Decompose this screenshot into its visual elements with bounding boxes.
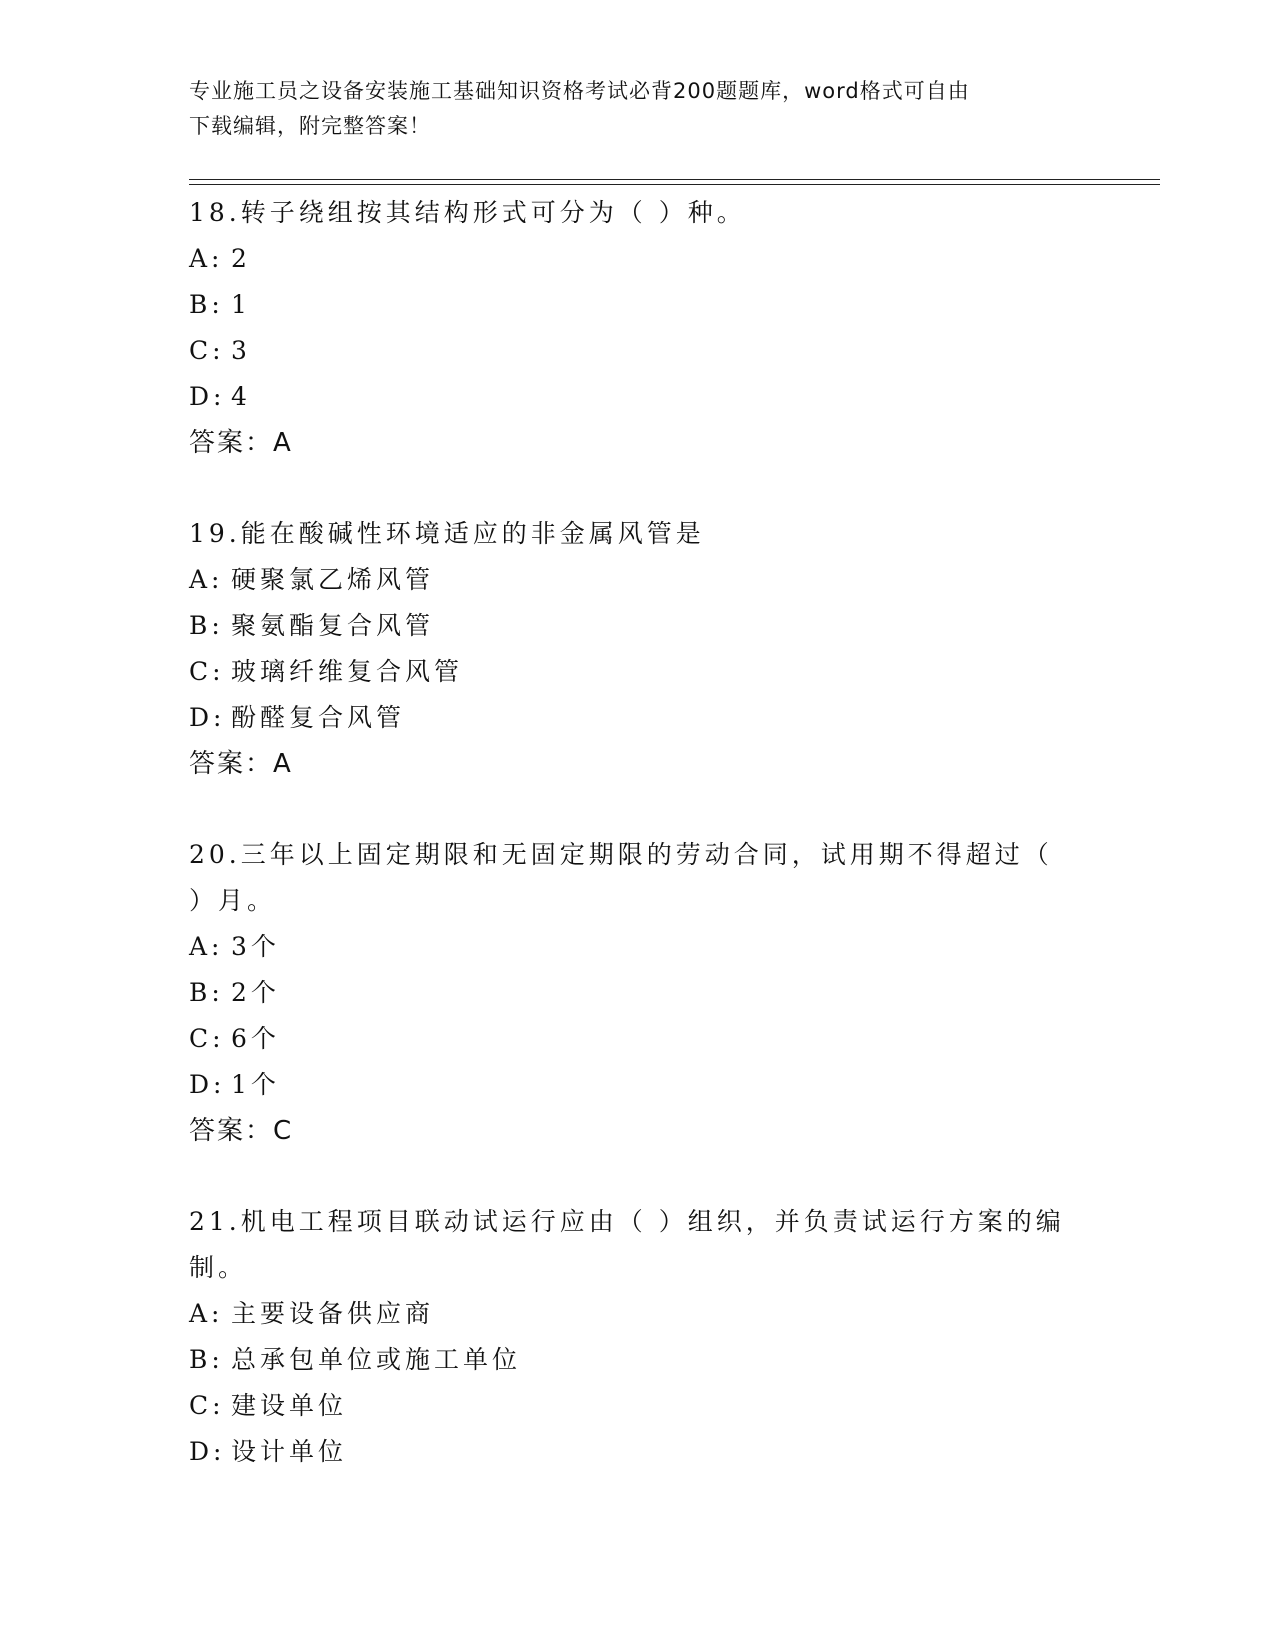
option-d	[189, 1062, 1069, 1108]
option-b	[189, 282, 1069, 328]
option-text: 3	[231, 336, 251, 365]
option-text: 玻璃纤维复合风管	[231, 657, 464, 686]
option-label: B:	[189, 290, 224, 319]
question-stem: 18.转子绕组按其结构形式可分为（ ）种。	[189, 198, 746, 227]
option-b	[189, 603, 1069, 649]
question-stem: 20.三年以上固定期限和无固定期限的劳动合同，试用期不得超过（ ）月。	[189, 840, 1053, 915]
option-label: D:	[189, 1437, 226, 1466]
question-stem: 21.机电工程项目联动试运行应由（ ）组织，并负责试运行方案的编制。	[189, 1207, 1065, 1282]
option-text: 2个	[231, 978, 280, 1007]
option-label: C:	[189, 1391, 225, 1420]
question-19	[189, 511, 1069, 787]
option-a	[189, 924, 1069, 970]
option-c	[189, 1016, 1069, 1062]
option-text: 1	[231, 290, 251, 319]
option-text: 设计单位	[231, 1437, 348, 1466]
option-label: A:	[189, 244, 224, 273]
answer-line: 答案：C	[189, 1116, 294, 1146]
option-c	[189, 328, 1069, 374]
option-text: 4	[231, 382, 251, 411]
option-label: B:	[189, 978, 224, 1007]
answer-line: 答案：A	[189, 428, 293, 458]
option-text: 建设单位	[231, 1391, 348, 1420]
option-d	[189, 1429, 1069, 1475]
option-a	[189, 557, 1069, 603]
option-text: 2	[231, 244, 251, 273]
option-label: D:	[189, 703, 226, 732]
question-spacer	[189, 787, 1069, 832]
option-label: C:	[189, 657, 225, 686]
option-label: C:	[189, 336, 225, 365]
question-spacer	[189, 466, 1069, 511]
question-spacer	[189, 1154, 1069, 1199]
option-text: 1个	[231, 1070, 280, 1099]
option-text: 6个	[231, 1024, 280, 1053]
option-c	[189, 1383, 1069, 1429]
document-header	[189, 74, 1069, 144]
option-b	[189, 970, 1069, 1016]
option-d	[189, 695, 1069, 741]
option-c	[189, 649, 1069, 695]
header-line-2: 下载编辑，附完整答案！	[189, 114, 431, 138]
option-label: D:	[189, 382, 226, 411]
question-list	[189, 190, 1069, 1475]
answer-line: 答案：A	[189, 749, 293, 779]
option-d	[189, 374, 1069, 420]
option-b	[189, 1337, 1069, 1383]
question-stem: 19.能在酸碱性环境适应的非金属风管是	[189, 519, 705, 548]
header-divider-top	[189, 179, 1160, 180]
header-divider-bottom	[189, 184, 1160, 185]
question-20	[189, 832, 1069, 1154]
header-line-1: 专业施工员之设备安装施工基础知识资格考试必背200题题库，word格式可自由	[189, 79, 970, 103]
option-text: 总承包单位或施工单位	[231, 1345, 522, 1374]
option-text: 3个	[231, 932, 280, 961]
option-text: 聚氨酯复合风管	[231, 611, 435, 640]
question-21	[189, 1199, 1069, 1475]
option-text: 主要设备供应商	[231, 1299, 435, 1328]
option-label: D:	[189, 1070, 226, 1099]
option-label: B:	[189, 611, 224, 640]
question-18	[189, 190, 1069, 466]
option-label: A:	[189, 1299, 224, 1328]
option-label: B:	[189, 1345, 224, 1374]
option-a	[189, 1291, 1069, 1337]
option-text: 硬聚氯乙烯风管	[231, 565, 435, 594]
option-label: A:	[189, 565, 224, 594]
option-a	[189, 236, 1069, 282]
option-label: A:	[189, 932, 224, 961]
option-text: 酚醛复合风管	[231, 703, 406, 732]
option-label: C:	[189, 1024, 225, 1053]
